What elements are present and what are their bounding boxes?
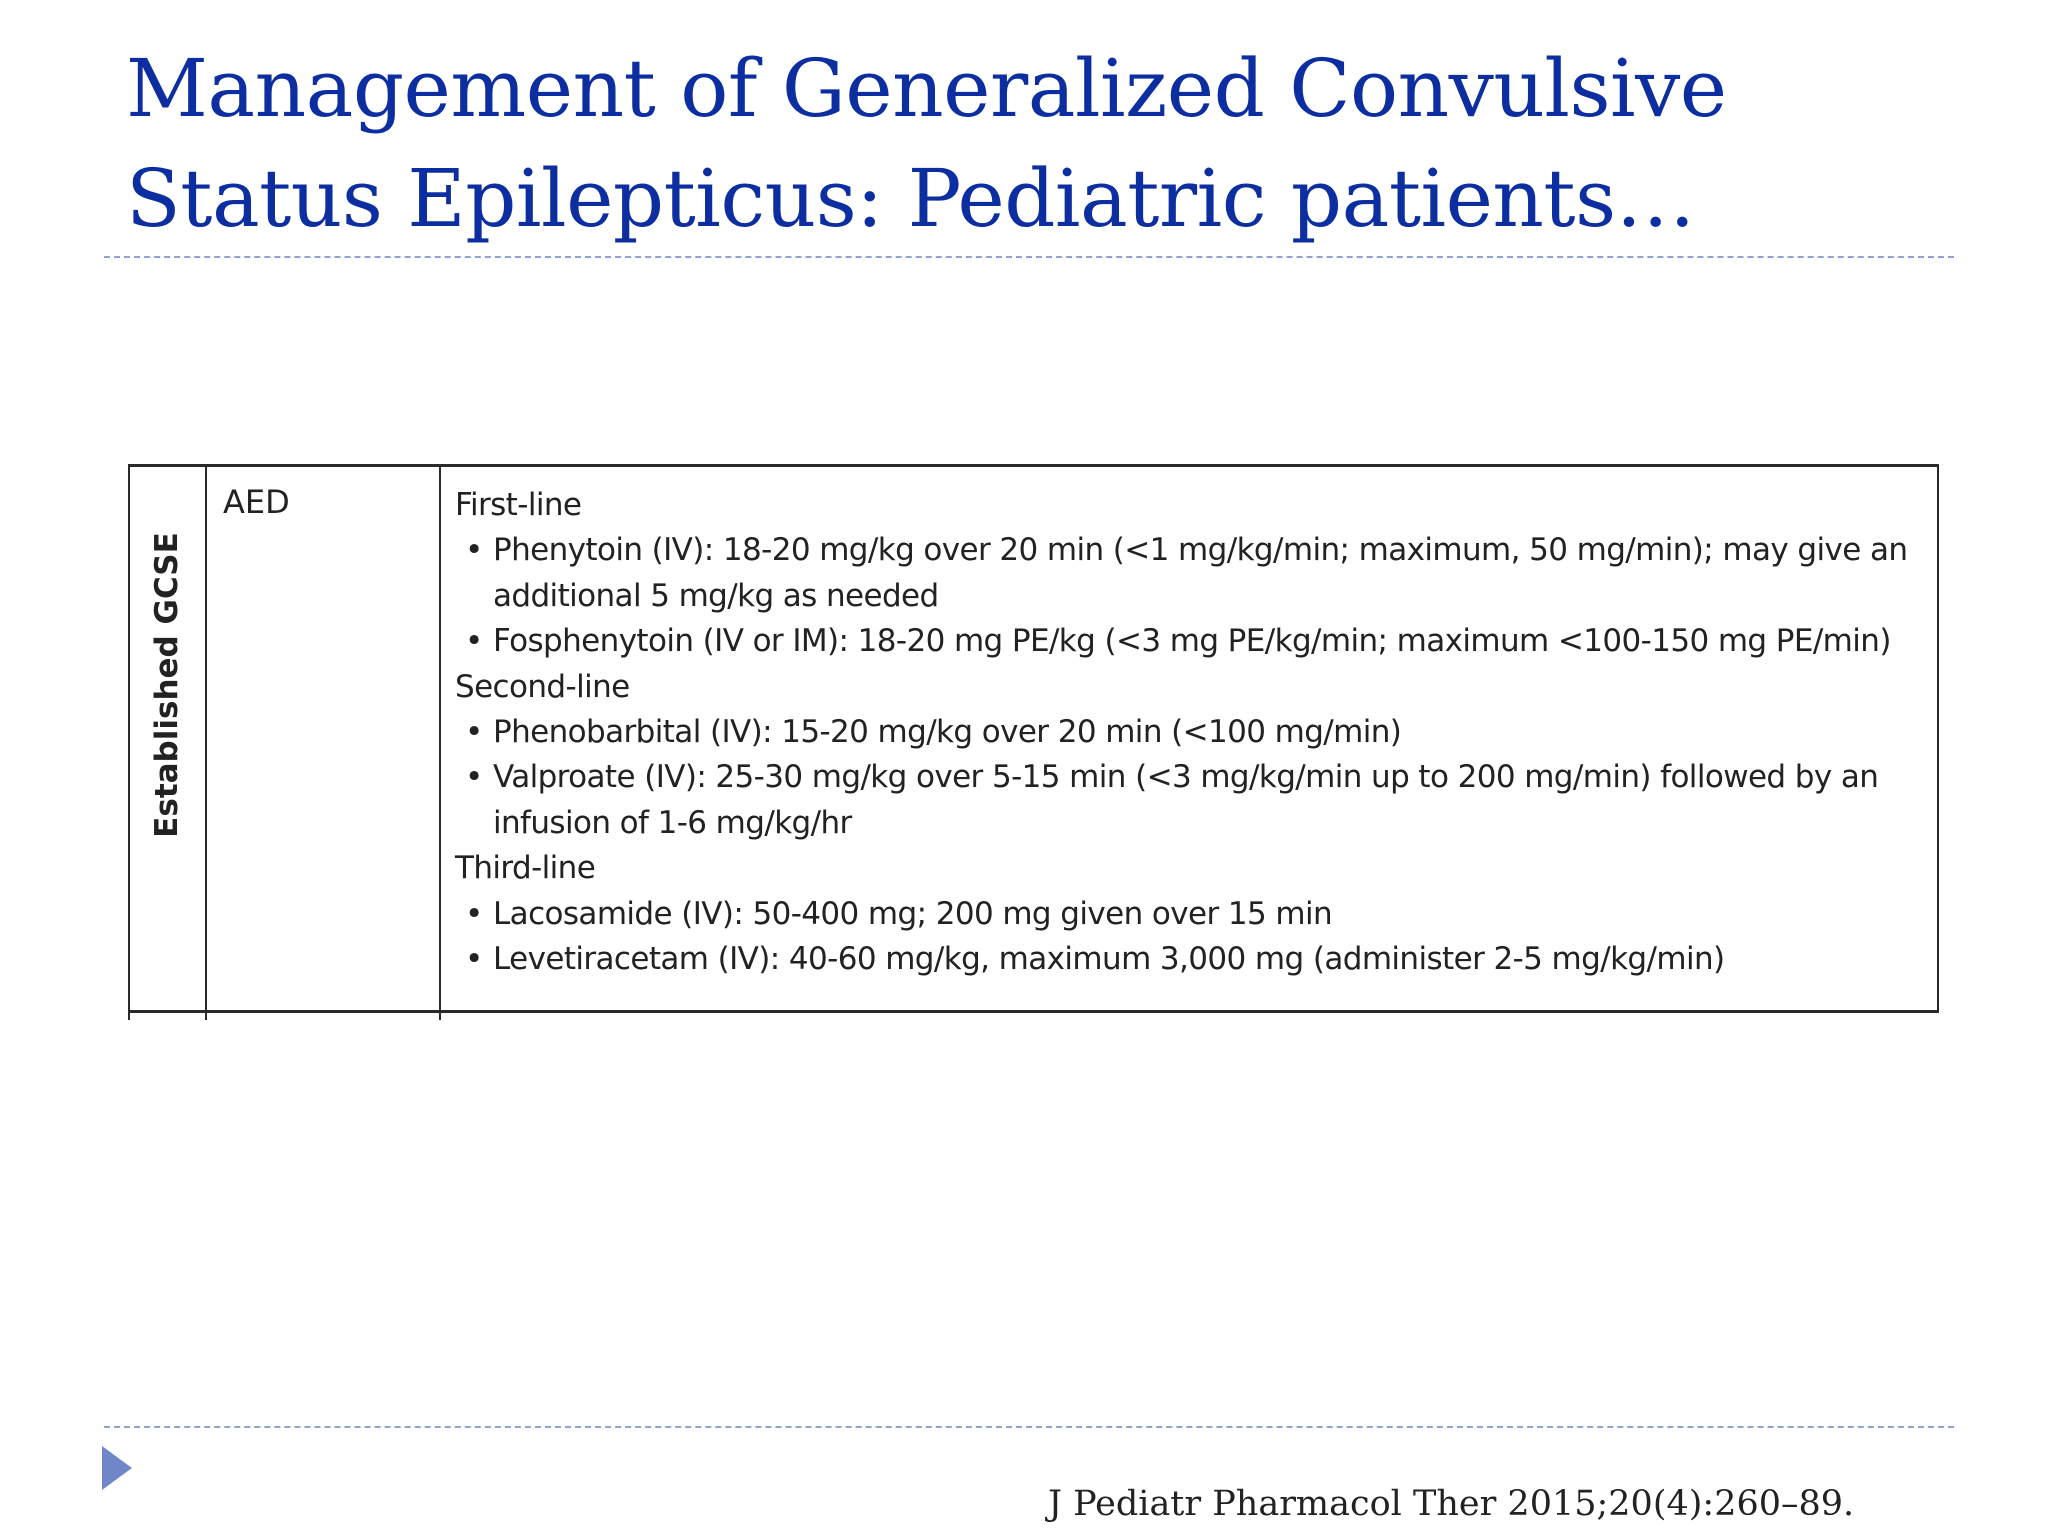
treatment-group-first-line: [455, 483, 1925, 665]
treatment-list: [455, 483, 1925, 982]
drug-dosing-text: Phenobarbital (IV): 15-20 mg/kg over 20 min (<100 mg/min): [493, 714, 1402, 751]
row-label: Established GCSE: [149, 532, 185, 838]
category-cell: AED: [223, 483, 290, 521]
drug-list: [455, 892, 1925, 983]
drug-dosing-text: Phenytoin (IV): 18-20 mg/kg over 20 min (<1 mg/kg/min; maximum, 50 mg/min); may give an additional 5 mg/kg as needed: [493, 532, 1908, 614]
drug-list: [455, 710, 1925, 846]
list-item: [455, 619, 1925, 664]
table-column-divider: [205, 464, 207, 1020]
bullet: •: [465, 532, 483, 569]
bullet: •: [465, 941, 483, 978]
bullet: •: [465, 623, 483, 660]
drug-dosing-text: Valproate (IV): 25-30 mg/kg over 5-15 min (<3 mg/kg/min up to 200 mg/min) followed by an infusion of 1-6 mg/kg/hr: [493, 759, 1879, 841]
table-border-right: [1937, 464, 1939, 1013]
drug-dosing-text: Fosphenytoin (IV or IM): 18-20 mg PE/kg (<3 mg PE/kg/min; maximum <100-150 mg PE/min): [493, 623, 1891, 660]
drug-dosing-text: Levetiracetam (IV): 40-60 mg/kg, maximum 3,000 mg (administer 2-5 mg/kg/min): [493, 941, 1725, 978]
list-item: [455, 528, 1925, 619]
footer-divider: [104, 1426, 1954, 1428]
list-item: [455, 710, 1925, 755]
play-arrow-icon[interactable]: [102, 1446, 132, 1490]
citation: J Pediatr Pharmacol Ther 2015;20(4):260–89.: [1048, 1484, 1855, 1524]
slide-title: Management of Generalized Convulsive Status Epilepticus: Pediatric patients…: [126, 42, 1727, 245]
row-label-cell: [130, 467, 205, 1010]
title-divider: [104, 256, 1954, 258]
group-title: Third-line: [455, 850, 596, 887]
treatment-group-second-line: [455, 665, 1925, 847]
drug-list: [455, 528, 1925, 664]
dosing-table: [128, 464, 1939, 1013]
group-title: Second-line: [455, 668, 630, 705]
bullet: •: [465, 714, 483, 751]
drug-dosing-text: Lacosamide (IV): 50-400 mg; 200 mg given over 15 min: [493, 895, 1333, 932]
table-column-divider: [439, 464, 441, 1020]
list-item: [455, 755, 1925, 846]
treatment-group-third-line: [455, 846, 1925, 982]
list-item: [455, 892, 1925, 937]
bullet: •: [465, 759, 483, 796]
group-title: First-line: [455, 487, 582, 523]
bullet: •: [465, 895, 483, 932]
list-item: [455, 937, 1925, 982]
